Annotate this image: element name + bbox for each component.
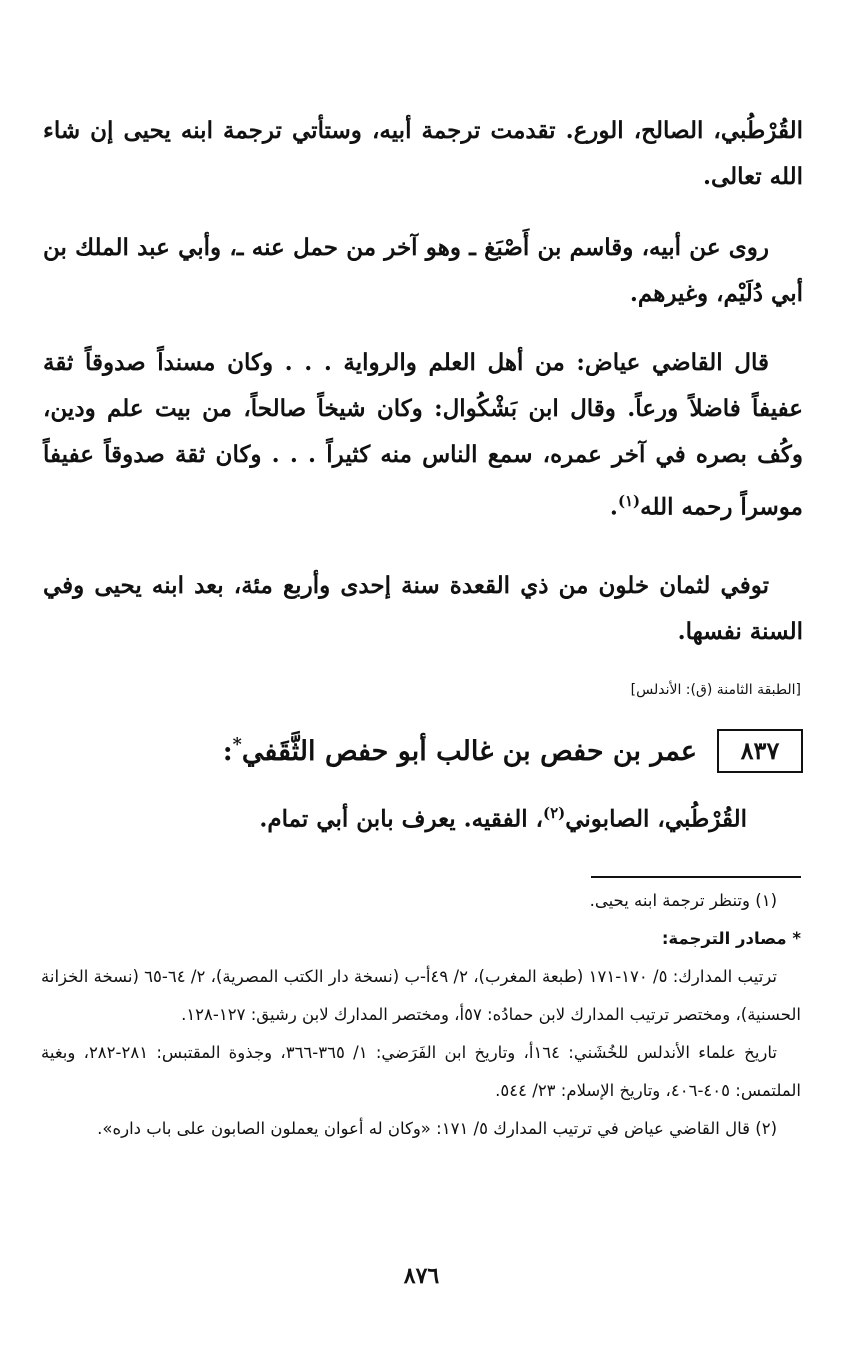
entry-number-box: ٨٣٧ xyxy=(717,729,803,773)
footnote-1: (١) وتنظر ترجمة ابنه يحيى. xyxy=(589,891,777,910)
entry-sub-after: ، الفقيه. يعرف بابن أبي تمام. xyxy=(259,805,544,833)
paragraph-3-text: قال القاضي عياض: من أهل العلم والرواية . . . وكان مسنداً صدوقاً ثقة عفيفاً فاضلاً ورعاً. وقال ابن بَشْكُوال: وكان شيخاً صالحاً، من بيت علم ودين، وكُف بصره في آخر عمره، سمع الناس منه كثيراً . . . وكان ثقة صدوقاً عفيفاً موسراً رحمه الله xyxy=(43,349,803,521)
entry-title-text: عمر بن حفص بن غالب أبو حفص الثَّقَفي xyxy=(241,736,697,767)
footnote-ref-2: (٢) xyxy=(543,804,566,822)
paragraph-4-text: توفي لثمان خلون من ذي القعدة سنة إحدى وأربع مئة، بعد ابنه يحيى وفي السنة نفسها. xyxy=(43,572,803,645)
paragraph-1-text: القُرْطُبي، الصالح، الورع. تقدمت ترجمة أبيه، وستأتي ترجمة ابنه يحيى إن شاء الله تعالى. xyxy=(43,117,803,190)
entry-subtitle xyxy=(259,790,747,843)
section-tag: [الطبقة الثامنة (ق): الأندلس] xyxy=(630,682,801,698)
sources-entry-2: تاريخ علماء الأندلس للخُشَني: ١٦٤أ، وتاريخ ابن الفَرَضي: ١/ ٣٦٥-٣٦٦، وجذوة المقتبس: ٢٨١-٢٨٢، وبغية الملتمس: ٤٠٥-٤٠٦، وتاريخ الإسلام: ٢٣/ ٥٤٤. xyxy=(41,1043,801,1100)
sources-title: * مصادر الترجمة: xyxy=(661,929,801,948)
footnote-divider xyxy=(591,876,801,878)
paragraph-3 xyxy=(43,340,803,531)
page-number: ٨٧٦ xyxy=(403,1263,440,1289)
sources-entry-1: ترتيب المدارك: ٥/ ١٧٠-١٧١ (طبعة المغرب)، ٢/ ٤٩أ-ب (نسخة دار الكتب المصرية)، ٢/ ٦٤-٦٥ (نسخة الخزانة الحسنية)، ومختصر ترتيب المدارك لابن حمادُه: ٥٧أ، ومختصر المدارك لابن رشيق: ١٢٧-١٢٨. xyxy=(41,967,801,1024)
paragraph-3-end: . xyxy=(609,493,618,521)
entry-sub-before: القُرْطُبي، الصابوني xyxy=(565,805,747,833)
entry-heading xyxy=(43,724,803,778)
footnote-ref-1: (١) xyxy=(617,492,641,510)
footnote-2: (٢) قال القاضي عياض في ترتيب المدارك ٥/ ١٧١: «وكان له أعوان يعملون الصابون على باب داره». xyxy=(97,1119,777,1138)
paragraph-2-text: روى عن أبيه، وقاسم بن أَصْبَغ ـ وهو آخر من حمل عنه ـ، وأبي عبد الملك بن أبي دُلَيْم، وغيرهم. xyxy=(43,234,803,307)
paragraph-intro xyxy=(43,108,803,200)
entry-title-source-mark: * xyxy=(232,735,242,755)
footnotes xyxy=(41,882,801,1148)
entry-title-colon: : xyxy=(222,736,233,767)
paragraph-death xyxy=(43,563,803,655)
entry-title xyxy=(223,735,697,767)
paragraph-praise xyxy=(43,340,803,531)
paragraph-narrators xyxy=(43,225,803,317)
